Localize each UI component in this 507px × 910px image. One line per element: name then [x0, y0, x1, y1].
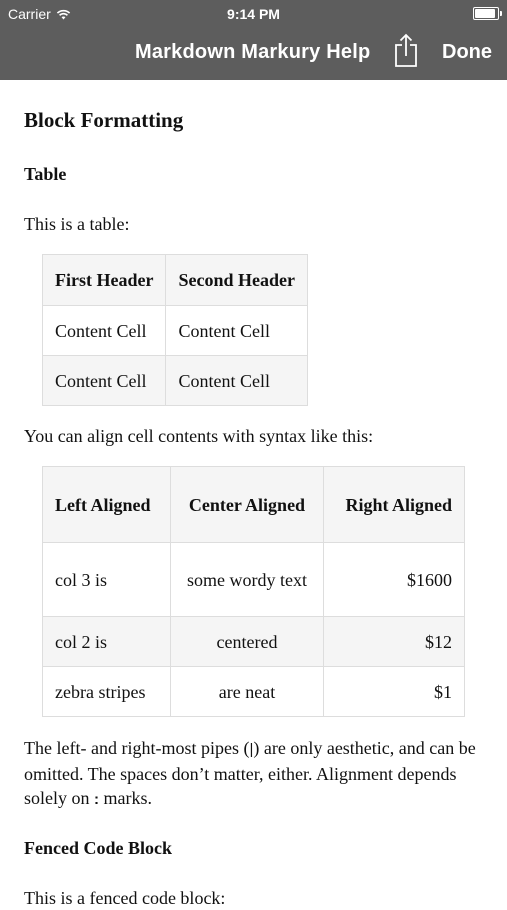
table-header-cell: Center Aligned: [171, 467, 324, 543]
heading-block-formatting: Block Formatting: [24, 108, 184, 132]
table-header-row: [43, 255, 308, 306]
table-header-cell: Second Header: [166, 255, 308, 306]
status-time: 9:14 PM: [227, 6, 280, 22]
table-cell: are neat: [171, 667, 324, 717]
table-cell: $12: [324, 617, 465, 667]
paragraph-fenced-intro: This is a fenced code block:: [24, 888, 226, 908]
table-cell: $1600: [324, 543, 465, 617]
paragraph-pipes: [24, 736, 486, 812]
table-row: [43, 356, 308, 406]
alignment-table: [42, 466, 465, 717]
table-row: [43, 667, 465, 717]
table-cell: col 2 is: [43, 617, 171, 667]
heading-table: Table: [24, 164, 67, 184]
carrier-label: Carrier: [8, 6, 51, 22]
table-row: [43, 543, 465, 617]
table-header-cell: Left Aligned: [43, 467, 171, 543]
table-cell: centered: [171, 617, 324, 667]
share-icon[interactable]: [393, 32, 419, 68]
table-row: [43, 617, 465, 667]
paragraph-align-intro: You can align cell contents with syntax like this:: [24, 426, 374, 446]
nav-row: [0, 26, 507, 80]
pipe-symbol: |: [249, 741, 254, 758]
nav-title: Markdown Markury Help: [135, 41, 371, 63]
table-cell: Content Cell: [43, 306, 166, 356]
done-button[interactable]: Done: [442, 41, 492, 63]
table-cell: col 3 is: [43, 543, 171, 617]
paragraph-pipes-part: ) are only aesthetic, and can be omitted. The spaces don’t matter, either. Alignment depends solely on: [24, 738, 476, 808]
table-header-cell: First Header: [43, 255, 166, 306]
paragraph-pipes-part: marks.: [99, 788, 152, 808]
table-cell: Content Cell: [166, 356, 308, 406]
table-row: [43, 306, 308, 356]
colon-symbol: :: [94, 791, 99, 808]
table-cell: Content Cell: [166, 306, 308, 356]
paragraph-table-intro: This is a table:: [24, 214, 130, 234]
heading-fenced-code: Fenced Code Block: [24, 838, 172, 858]
table-cell: some wordy text: [171, 543, 324, 617]
example-table: [42, 254, 308, 406]
status-bar: [0, 0, 507, 26]
table-cell: zebra stripes: [43, 667, 171, 717]
navigation-bar: [0, 0, 507, 80]
table-cell: Content Cell: [43, 356, 166, 406]
table-cell: $1: [324, 667, 465, 717]
battery-icon: [473, 7, 499, 20]
paragraph-pipes-part: The left- and right-most pipes (: [24, 738, 250, 758]
table-header-cell: Right Aligned: [324, 467, 465, 543]
table-header-row: [43, 467, 465, 543]
